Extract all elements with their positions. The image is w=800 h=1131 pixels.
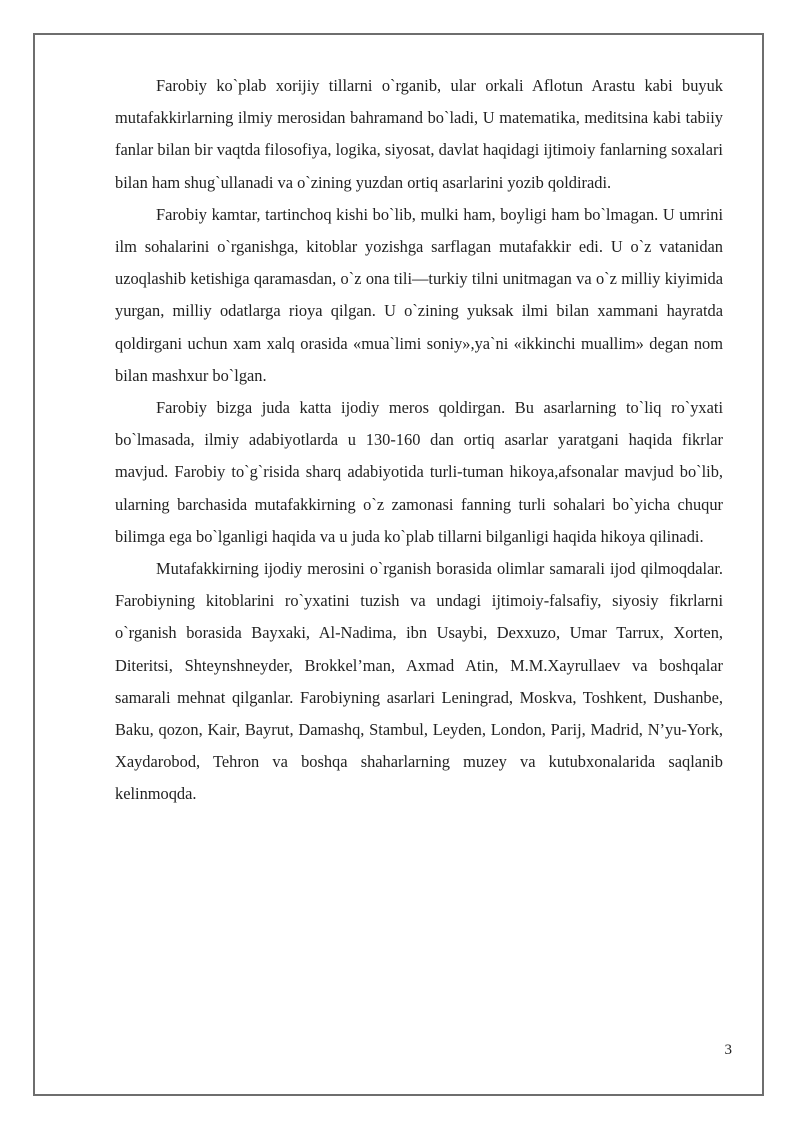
- paragraph-1: Farobiy ko`plab xorijiy tillarni o`rganib, ular orkali Aflotun Arastu kabi buyuk mutafakkirlarning ilmiy merosidan bahramand bo`ladi, U matematika, meditsina kabi tabiiy fanlar bilan bir vaqtda filosofiya, logika, siyosat, davlat haqidagi ijtimoiy fanlarning soxalari bilan ham shug`ullanadi va o`zining yuzdan ortiq asarlarini yozib qoldiradi.: [115, 76, 723, 192]
- document-body: [115, 70, 723, 811]
- page-number: 3: [724, 1042, 732, 1058]
- paragraph-3: Farobiy bizga juda katta ijodiy meros qoldirgan. Bu asarlarning to`liq ro`yxati bo`lmasada, ilmiy adabiyotlarda u 130-160 dan ortiq asarlar yaratgani haqida fikrlar mavjud. Farobiy to`g`risida sharq adabiyotida turli-tuman hikoya,afsonalar mavjud bo`lib, ularning barchasida mutafakkirning o`z zamonasi fanning turli sohalari bo`yicha chuqur bilimga ega bo`lganligi haqida va u juda ko`plab tillarni bilganligi haqida hikoya qilinadi.: [115, 398, 723, 546]
- paragraph-2: Farobiy kamtar, tartinchoq kishi bo`lib, mulki ham, boyligi ham bo`lmagan. U umrini ilm sohalarini o`rganishga, kitoblar yozishga sarflagan mutafakkir edi. U o`z vatanidan uzoqlashib ketishiga qaramasdan, o`z ona tili—turkiy tilni unitmagan va o`z milliy kiyimida yurgan, milliy odatlarga rioya qilgan. U o`zining yuksak ilmi bilan xammani hayratda qoldirgani uchun xam xalq orasida «mua`limi soniy»,ya`ni «ikkinchi muallim» degan nom bilan mashxur bo`lgan.: [115, 204, 723, 385]
- paragraph-4: Mutafakkirning ijodiy merosini o`rganish borasida olimlar samarali ijod qilmoqdalar. Farobiyning kitoblarini ro`yxatini tuzish va undagi ijtimoiy-falsafiy, siyosiy fikrlarni o`rganish borasida Bayxaki, Al-Nadima, ibn Usaybi, Dexxuzo, Umar Tarrux, Xorten, Diteritsi, Shteynshneyder, Brokkel’man, Axmad Atin, M.M.Xayrullaev va boshqalar samarali mehnat qilganlar. Farobiyning asarlari Leningrad, Moskva, Toshkent, Dushanbe, Baku, qozon, Kair, Bayrut, Damashq, Stambul, Leyden, London, Parij, Madrid, N’yu-York, Xaydarobod, Tehron va boshqa shaharlarning muzey va kutubxonalarida saqlanib kelinmoqda.: [115, 559, 723, 804]
